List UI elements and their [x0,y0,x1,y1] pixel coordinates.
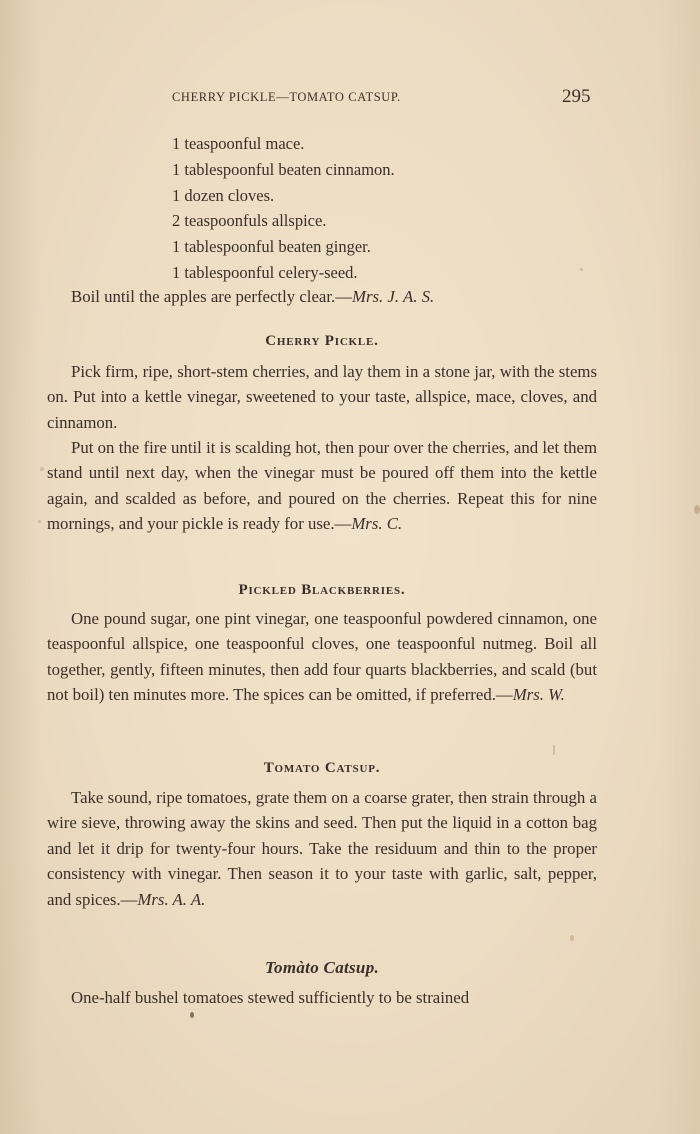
ingredient-list [172,131,395,286]
list-item: 1 tablespoonful celery-seed. [172,262,358,282]
paper-spot [190,1012,194,1018]
list-item: 2 teaspoonfuls allspice. [172,211,327,231]
page-number: 295 [562,86,591,107]
boil-text: Boil until the apples are perfectly clear.— [71,287,352,306]
list-item: 1 tablespoonful beaten ginger. [172,237,371,257]
section-heading-tomato-catsup: Tomato Catsup. [263,760,381,776]
paper-spot [580,268,583,271]
cherry-pickle-text: Put on the fire until it is scalding hot, then pour over the cherries, and let them stand until next day, when the vinegar must be poured off them into the kettle again, and scalded as before, and poured on the cherries. Repeat this for nine mornings, and your pickle is ready for use.— [47,438,597,534]
attribution: Mrs. W. [512,685,565,705]
attribution: Mrs. A. A. [137,889,206,909]
list-item: 1 dozen cloves. [172,185,275,205]
section-heading-tomato-catsup-2: Tomàto Catsup. [264,958,380,977]
paper-spot [553,745,555,755]
cherry-pickle-paragraph-2 [47,435,597,537]
section-heading-pickled-blackberries: Pickled Blackberries. [238,582,406,598]
section-heading-cherry-pickle: Cherry Pickle. [265,333,379,349]
tomato-catsup-text: Take sound, ripe tomatoes, grate them on a coarse grater, then strain through a wire sieve, throwing away the skins and seed. Then put the liquid in a cotton bag and let it drip for twenty-four hours. Take the residuum and thin to the proper consistency with vinegar. Then season it to your taste with garlic, salt, pepper, and spices.— [47,788,597,909]
list-item: 1 tablespoonful beaten cinnamon. [172,159,395,179]
attribution: Mrs. C. [351,514,403,534]
list-item: 1 teaspoonful mace. [172,134,305,153]
running-head: CHERRY PICKLE—TOMATO CATSUP. [172,90,401,104]
paper-spot [694,505,700,514]
paper-spot [570,935,574,941]
paper-spot [40,467,44,471]
cherry-pickle-paragraph-1: Pick firm, ripe, short-stem cherries, and lay them in a stone jar, with the stems on. Put into a kettle vinegar, sweetened to your taste, allspice, mace, cloves, and cinnamon. [47,362,597,432]
pickled-blackberries-text: One pound sugar, one pint vinegar, one teaspoonful powdered cinnamon, one teaspoonful allspice, one teaspoonful cloves, one teaspoonful nutmeg. Boil all together, gently, fifteen minutes, then add four quarts blackberries, and scald (but not boil) ten minutes more. The spices can be omitted, if preferred.— [47,609,597,705]
tomato-catsup-paragraph [47,785,597,912]
boil-instruction [47,284,597,309]
attribution: Mrs. J. A. S. [351,287,435,306]
paper-spot [38,520,41,523]
tomato-catsup-2-paragraph: One-half bushel tomatoes stewed sufficiently to be strained [71,988,470,1007]
pickled-blackberries-paragraph [47,606,597,708]
